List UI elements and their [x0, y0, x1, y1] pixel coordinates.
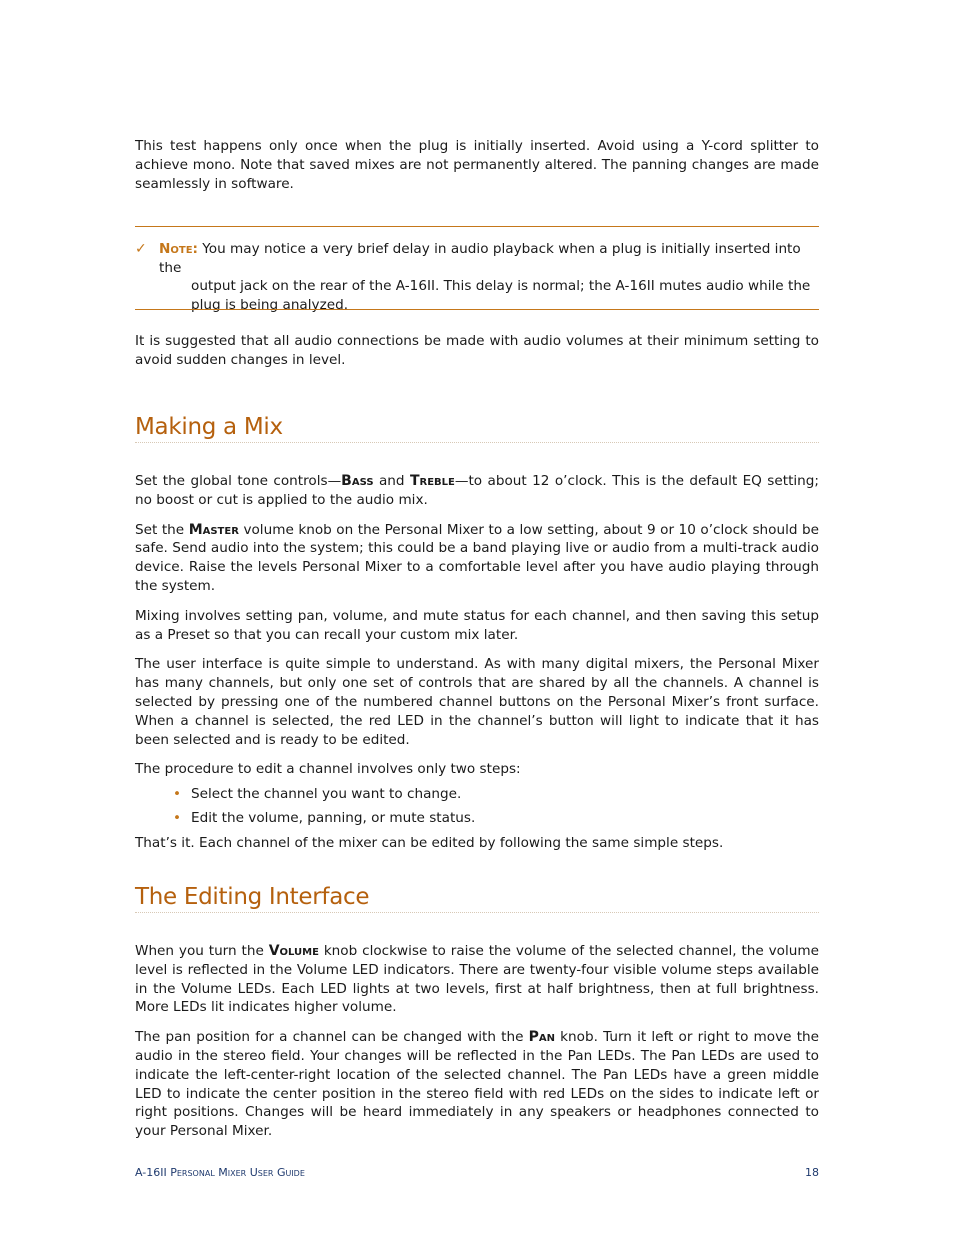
note-label: Note: [159, 241, 198, 257]
note-line-1: You may notice a very brief delay in audio playback when a plug is initially inserted into the [159, 241, 801, 276]
master-paragraph: Set the Master volume knob on the Personal Mixer to a low setting, about 9 or 10 o’clock should be safe. Send audio into the system; this could be a band playing live or audio from a multi-track audio device. Raise the levels Personal Mixer to a comfortable level after you have audio playing through the system. [135, 521, 819, 594]
list-item: • Edit the volume, panning, or mute status. [173, 809, 476, 826]
bullet-icon: • [173, 809, 182, 826]
section-heading-making-a-mix: Making a Mix [135, 412, 819, 443]
note-bottom-rule [135, 309, 819, 310]
bass-label: Bass [341, 473, 374, 489]
checkmark-icon: ✓ [135, 241, 147, 257]
bullet-icon: • [173, 786, 182, 803]
suggestion-paragraph: It is suggested that all audio connections be made with audio volumes at their minimum setting to avoid sudden changes in level. [135, 333, 819, 368]
section2-body [135, 942, 819, 1141]
volume-label: Volume [268, 943, 319, 959]
note-top-rule [135, 226, 819, 227]
pan-paragraph: The pan position for a channel can be changed with the Pan knob. Turn it left or right to move the audio in the stereo field. Your changes will be reflected in the Pan LEDs. The Pan LEDs are used to indicate the left-center-right location of the selected channel. The Pan LEDs have a green middle LED to indicate the center position in the stereo field with red LEDs on the sides to indicate left or right positions. Changes will be heard immediately in any speakers or headphones connected to your Personal Mixer. [135, 1029, 820, 1140]
note-line-2: output jack on the rear of the A-16II. This delay is normal; the A-16II mutes audio while the [191, 278, 811, 295]
tone-controls-paragraph: Set the global tone controls—Bass and Treble—to about 12 o’clock. This is the default EQ setting; no boost or cut is applied to the audio mix. [135, 473, 819, 508]
list-item: • Select the channel you want to change. [173, 786, 462, 803]
pan-label: Pan [528, 1029, 555, 1046]
thats-it-paragraph: That’s it. Each channel of the mixer can be edited by following the same simple steps. [135, 834, 724, 851]
master-label: Master [188, 521, 239, 538]
page-number: 18 [805, 1166, 819, 1179]
note-box [135, 240, 819, 314]
steps-list [135, 785, 819, 828]
volume-paragraph: When you turn the Volume knob clockwise to raise the volume of the selected channel, the volume level is reflected in the Volume LED indicators. There are twenty-four visible volume steps available in the Volume LEDs. Each LED lights at two levels, first at half brightness, then at full brightness. More LEDs lit indicates higher volume. [135, 943, 819, 1016]
footer-title: A-16II Personal Mixer User Guide [135, 1166, 305, 1179]
treble-label: Treble [409, 473, 455, 489]
note-line-3: plug is being analyzed. [191, 296, 349, 313]
procedure-paragraph: The procedure to edit a channel involves only two steps: [135, 761, 521, 778]
intro-paragraph: This test happens only once when the plug is initially inserted. Avoid using a Y-cord splitter to achieve mono. Note that saved mixes are not permanently altered. The panning changes are made seamlessly in software. [135, 138, 819, 192]
interface-paragraph: The user interface is quite simple to understand. As with many digital mixers, the Personal Mixer has many channels, but only one set of controls that are shared by all the channels. A channel is selected by pressing one of the numbered channel buttons on the Personal Mixer’s front surface. When a channel is selected, the red LED in the channel’s button will light to indicate that it has been selected and is ready to be edited. [135, 656, 819, 748]
section1-body [135, 472, 819, 853]
section-heading-editing-interface: The Editing Interface [135, 882, 819, 913]
suggestion-block [135, 332, 819, 370]
intro-paragraph-block [135, 137, 819, 193]
mixing-paragraph: Mixing involves setting pan, volume, and mute status for each channel, and then saving this setup as a Preset so that you can recall your custom mix later. [135, 607, 819, 643]
